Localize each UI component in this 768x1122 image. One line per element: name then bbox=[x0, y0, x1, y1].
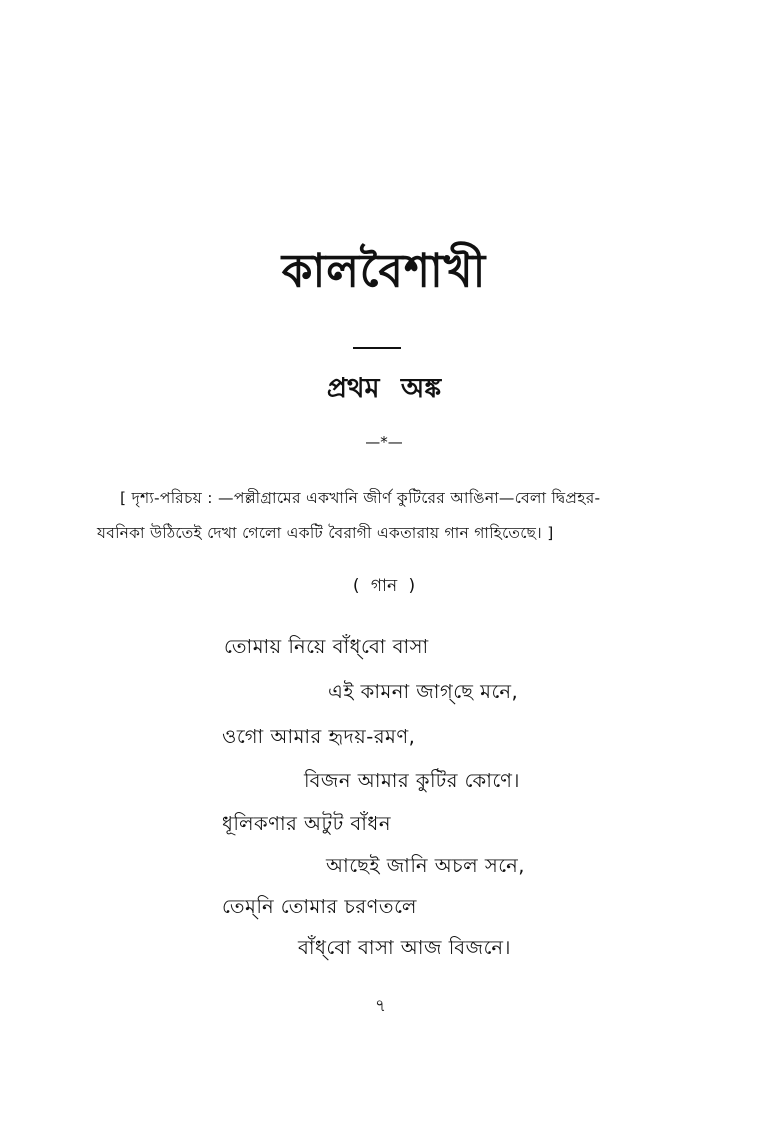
song-line: এই কামনা জাগ্‌ছে মনে, bbox=[328, 680, 519, 703]
song-label: ( গান ) bbox=[352, 576, 416, 596]
song-line: ধূলিকণার অটুট বাঁধন bbox=[222, 812, 391, 835]
act-heading: প্রথম অঙ্ক bbox=[326, 373, 442, 404]
title-divider bbox=[353, 347, 401, 349]
song-line: ওগো আমার হৃদয়-রমণ, bbox=[222, 725, 416, 748]
ornament-divider: —*— bbox=[365, 433, 403, 451]
page-number: ৭ bbox=[375, 996, 387, 1016]
song-line: বাঁধ্‌বো বাসা আজ বিজনে। bbox=[298, 936, 512, 959]
song-line: তেম্‌নি তোমার চরণতলে bbox=[222, 895, 417, 918]
play-title: কালবৈশাখী bbox=[281, 244, 487, 299]
song-line: বিজন আমার কুটির কোণে। bbox=[304, 769, 520, 792]
stage-direction-line-1: [ দৃশ্য-পরিচয় : —পল্লীগ্রামের একখানি জীর্ণ কুটিরের আঙিনা—বেলা দ্বিপ্রহর- bbox=[120, 489, 601, 507]
stage-direction-line-2: যবনিকা উঠিতেই দেখা গেলো একটি বৈরাগী একতারায় গান গাহিতেছে। ] bbox=[97, 524, 554, 542]
song-line: আছেই জানি অচল সনে, bbox=[326, 854, 525, 877]
song-line: তোমায় নিয়ে বাঁধ্‌বো বাসা bbox=[224, 635, 429, 658]
